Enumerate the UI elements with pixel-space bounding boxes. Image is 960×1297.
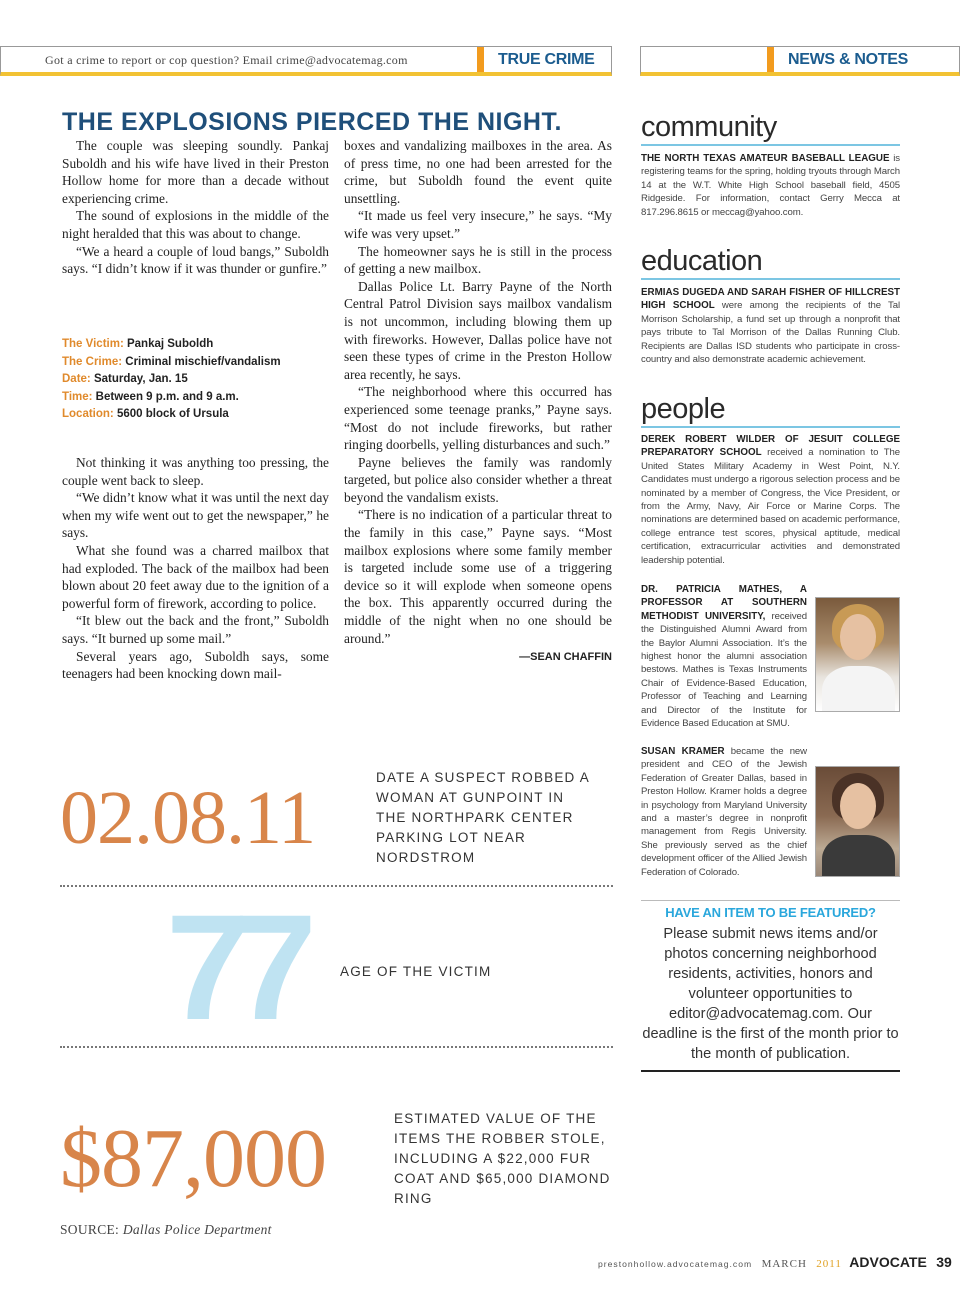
article-paragraph: The sound of explosions in the middle of the night heralded that this was about to change. [62, 208, 329, 241]
stat-caption-date: DATE A SUSPECT ROBBED A WOMAN AT GUNPOINT IN THE NORTHPARK CENTER PARKING LOT NEAR NORDSTROM [376, 770, 590, 865]
crime-fact-box [62, 336, 329, 424]
people-blurb-mathes: DR. PATRICIA MATHES, A PROFESSOR AT SOUTHERN METHODIST UNIVERSITY, received the Distinguished Alumni Award from the Baylor Alumni Association. It’s the highest honor the alumni association bestows. Mathes is Texas Instruments Chair of Evidence-Based Education, Professor of Teaching and Learning and Director of the Institute for Evidence Based Education at SMU. [641, 584, 807, 730]
community-blurb: THE NORTH TEXAS AMATEUR BASEBALL LEAGUE is registering teams for the spring, holding tryouts through March 14 at the W.T. White High School baseball field, 4505 Ridgeside. For information, contact Gerry Mecca at 817.296.8615 or meccag@yahoo.com. [641, 153, 900, 218]
article-paragraph: “It blew out the back and the front,” Suboldh says. “It burned up some mail.” [62, 613, 329, 646]
stat-caption-age: AGE OF THE VICTIM [340, 964, 492, 979]
featured-text: Please submit news items and/or photos concerning neighborhood residents, activities, honors and volunteer opportunities to editor@advocatemag.com. Our deadline is the first of the month prior to the month of publication. [642, 926, 899, 1062]
article-column-2 [344, 137, 612, 667]
article-headline: THE EXPLOSIONS PIERCED THE NIGHT. [62, 108, 562, 136]
article-paragraph: Not thinking it was anything too pressing, the couple went back to sleep. [62, 455, 329, 488]
page-number: 39 [936, 1254, 952, 1270]
article-paragraph: Several years ago, Suboldh says, some teenagers had been knocking down mail- [62, 648, 329, 682]
article-paragraph: boxes and vandalizing mailboxes in the area. As of press time, no one had been arrested for the crime, but Suboldh found the event quite unsettling. [344, 138, 612, 206]
featured-submission-box [641, 900, 900, 1072]
article-byline: —SEAN CHAFFIN [519, 651, 612, 664]
article-column-1-bottom [62, 454, 329, 683]
photo-susan-kramer [815, 766, 900, 877]
news-notes-tab: NEWS & NOTES [767, 47, 908, 72]
section-title-people: people [641, 392, 900, 428]
article-paragraph: Dallas Police Lt. Barry Payne of the North Central Patrol Division says mailbox vandalism is not uncommon, including blowing them up with fireworks. However, Dallas police have not seen these types of crime in the Preston Hollow area recently, he says. [344, 278, 612, 382]
true-crime-tab: TRUE CRIME [477, 47, 595, 72]
crime-tip-text: Got a crime to report or cop question? Email crime@advocatemag.com [45, 53, 408, 67]
footer-month: MARCH [761, 1258, 807, 1270]
article-paragraph: “There is no indication of a particular threat to the family in this case,” Payne says. “Most mailbox explosions where some family member is targeted include some use of a triggering device so it will explode when someone opens the box. This apparently occurred during the middle of the night when no one should be around.” [344, 507, 612, 646]
fact-date: Date: Saturday, Jan. 15 [62, 373, 188, 386]
article-paragraph: “It made us feel very insecure,” he says. “My wife was very upset.” [344, 208, 612, 241]
photo-patricia-mathes [815, 597, 900, 712]
stat-number-date: 02.08.11 [60, 776, 316, 860]
section-title-education: education [641, 244, 900, 280]
section-title-community: community [641, 110, 900, 146]
footer-site: prestonhollow.advocatemag.com [598, 1259, 753, 1269]
article-paragraph: The couple was sleeping soundly. Pankaj Suboldh and his wife have lived in their Preston Hollow home for more than a decade without experiencing crime. [62, 138, 329, 206]
dotted-divider [60, 885, 613, 887]
header-bar-right [640, 46, 960, 76]
article-column-1-top [62, 137, 329, 278]
fact-time: Time: Between 9 p.m. and 9 a.m. [62, 390, 239, 403]
article-paragraph: Payne believes the family was randomly targeted, but police also consider whether a threat beyond the vandalism exists. [344, 454, 612, 505]
fact-location: Location: 5600 block of Ursula [62, 408, 229, 421]
people-blurb-wilder: DEREK ROBERT WILDER OF JESUIT COLLEGE PREPARATORY SCHOOL received a nomination to The United States Military Academy in West Point, N.Y. Candidates must undergo a rigorous selection process and be nominated by a member of Congress, the Vice President, or from the Army, Navy, Air Force or Marine Corps. The nominations are determined based on academic performance, college entrance test scores, physical aptitude, medical certification, extracurricular activities and demonstrated leadership potential. [641, 434, 900, 566]
stat-number-value: $87,000 [60, 1112, 326, 1205]
header-bar-left [0, 46, 612, 76]
fact-victim: The Victim: Pankaj Suboldh [62, 338, 214, 350]
stat-caption-value: ESTIMATED VALUE OF THE ITEMS THE ROBBER STOLE, INCLUDING A $22,000 FUR COAT AND $65,000 DIAMOND RING [394, 1111, 611, 1206]
advocate-logo: ADVOCATE [849, 1254, 927, 1270]
article-paragraph: “The neighborhood where this occurred has experienced some teenage pranks,” Payne says. “Most do not include fireworks, but rather ringing doorbells, yelling disturbances and such.” [344, 384, 612, 453]
stat-number-age: 77 [166, 883, 301, 1051]
page-footer [598, 1254, 952, 1270]
education-blurb: ERMIAS DUGEDA AND SARAH FISHER OF HILLCREST HIGH SCHOOL were among the recipients of the Tal Morrison Scholarship, a fund set up through a nonprofit that pays tribute to Tal Morrison of the Dallas Running Club. Recipients are Dallas ISD students who participate in cross-country and also demonstrate academic achievement. [641, 287, 900, 366]
article-paragraph: “We didn’t know what it was until the next day when my wife went out to get the newspaper,” he says. [62, 490, 329, 541]
fact-crime: The Crime: Criminal mischief/vandalism [62, 355, 281, 368]
featured-title: HAVE AN ITEM TO BE FEATURED? [665, 905, 876, 920]
dotted-divider [60, 1046, 613, 1048]
people-blurb-kramer: SUSAN KRAMER became the new president and CEO of the Jewish Federation of Greater Dallas, based in Preston Hollow. Kramer holds a degree in psychology from Maryland University and a master’s degree in nonprofit management from Regis University. She previously served as the chief development officer of the Allied Jewish Federation of Colorado. [641, 746, 807, 878]
article-paragraph: What she found was a charred mailbox that had exploded. The back of the mailbox had been blown about 20 feet away due to the ignition of a powerful form of firework, according to police. [62, 542, 329, 611]
article-paragraph: The homeowner says he is still in the process of getting a new mailbox. [344, 243, 612, 277]
article-paragraph: “We a heard a couple of loud bangs,” Suboldh says. “I didn’t know if it was thunder or gunfire.” [62, 243, 329, 277]
source-credit: SOURCE: Dallas Police Department [60, 1222, 272, 1237]
footer-year: 2011 [816, 1258, 842, 1270]
